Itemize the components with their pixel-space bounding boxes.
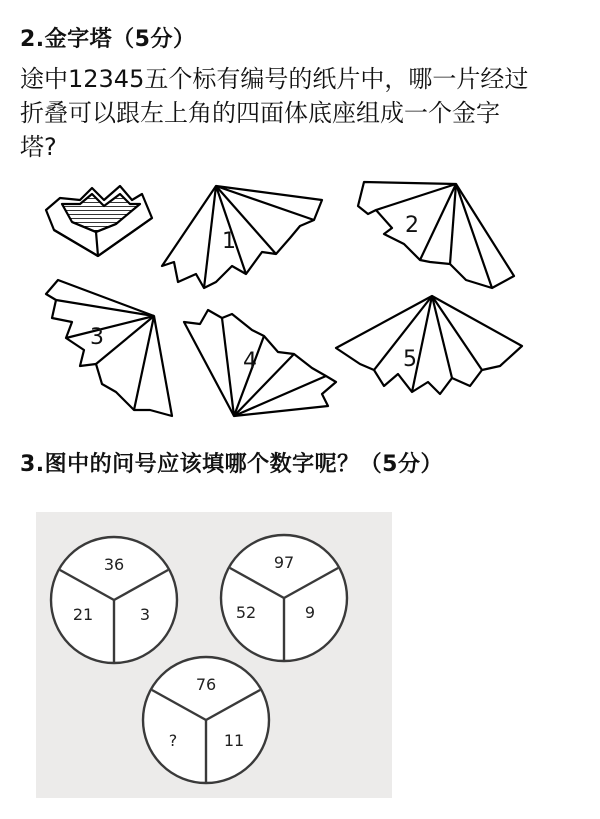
question-2-line-3: 塔?	[20, 133, 57, 161]
piece-4-label: 4	[243, 349, 257, 374]
piece-1-label: 1	[222, 229, 236, 254]
circle-3-left-value: ?	[168, 731, 178, 750]
paper-piece-2	[358, 182, 514, 288]
paper-piece-5	[336, 296, 522, 394]
circle-3-top-value: 76	[195, 675, 217, 694]
circle-1-left-value: 21	[72, 605, 94, 624]
piece-2-label: 2	[405, 213, 419, 238]
circle-2-right-value: 9	[304, 603, 316, 622]
circle-1-right-value: 3	[139, 605, 151, 624]
paper-piece-1	[162, 186, 322, 288]
question-3-title: 3.图中的问号应该填哪个数字呢？（5分）	[20, 452, 443, 477]
paper-piece-4	[184, 310, 336, 416]
circle-1-top-value: 36	[103, 555, 125, 574]
tetrahedron-base-figure	[46, 186, 152, 256]
question-2-line-1: 途中12345五个标有编号的纸片中，哪一片经过	[20, 65, 529, 93]
piece-3-label: 3	[90, 325, 104, 350]
circle-2-left-value: 52	[235, 603, 257, 622]
number-circles-puzzle	[36, 512, 392, 798]
piece-5-label: 5	[403, 347, 417, 372]
circle-3-right-value: 11	[223, 731, 245, 750]
paper-piece-3	[46, 280, 172, 416]
question-2-title: 2.金字塔（5分）	[20, 27, 196, 52]
question-2-text	[20, 62, 590, 164]
circle-2-top-value: 97	[273, 553, 295, 572]
pyramid-figures	[0, 170, 600, 430]
question-2-line-2: 折叠可以跟左上角的四面体底座组成一个金字	[20, 99, 500, 127]
